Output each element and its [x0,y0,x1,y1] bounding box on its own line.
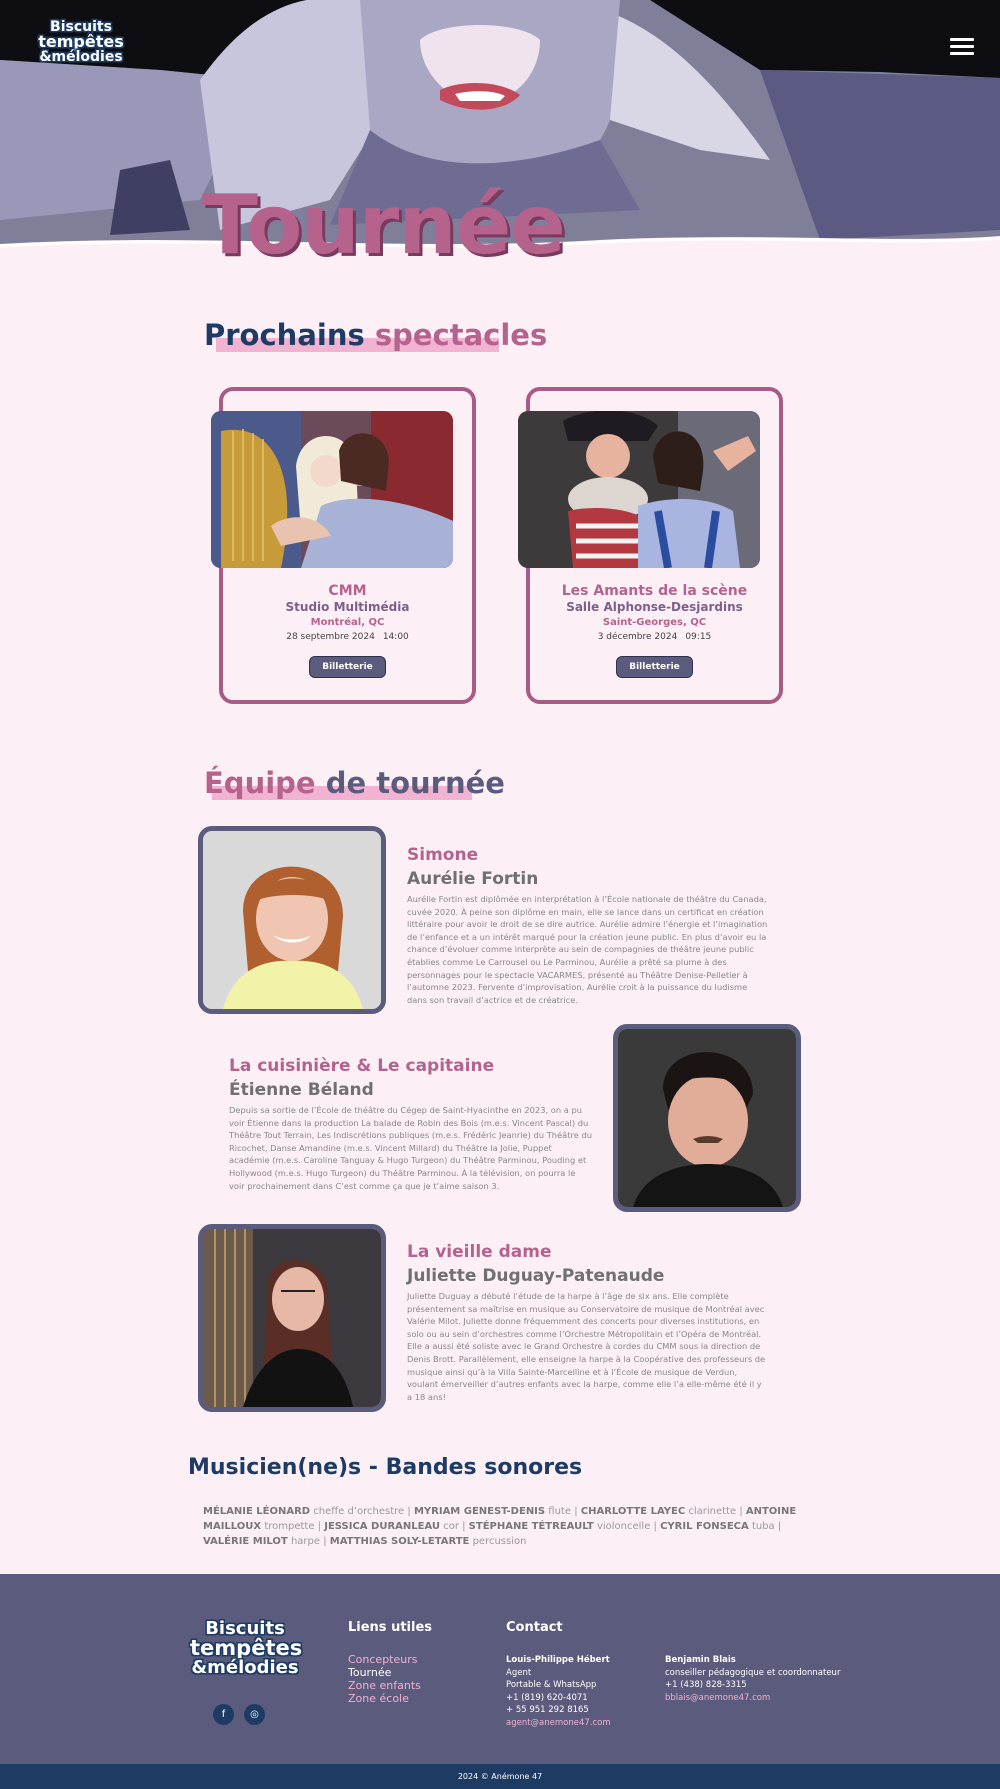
contact-phone: +1 (438) 828-3315 [665,1680,747,1690]
member-name: Étienne Béland [229,1080,374,1100]
show-city: Montréal, QC [310,617,385,628]
musician-instrument: cheffe d’orchestre [313,1506,405,1517]
show-info [223,583,472,678]
member-text [407,845,769,1006]
musician-instrument: harpe [290,1536,321,1547]
musician-instrument: percussion [472,1536,527,1547]
footer-link-concepteurs[interactable]: Concepteurs [348,1653,418,1666]
contact-phone: + 55 951 292 8165 [506,1705,589,1715]
musician-instrument: cor [443,1521,459,1532]
show-title: Les Amants de la scène [561,583,748,599]
upcoming-heading-part2: spectacles [374,318,548,352]
musician-instrument: tuba [751,1521,775,1532]
show-card [219,387,476,704]
page-title: Tournée [202,178,565,273]
musician-instrument: trompette [264,1521,315,1532]
member-text [407,1242,769,1403]
logo-line-3: &mélodies [39,49,123,65]
musicians-list: MÉLANIE LÉONARD cheffe d’orchestre | MYRIAM GENEST-DENIS flute | CHARLOTTE LAYEC clarinette | ANTOINE MAILLOUX trompette | JESSICA DURANLEAU cor | STÉPHANE TÉTREAULT violoncelle | CYRIL FONSECA tuba | VALÉRIE MILOT harpe | MATTHIAS SOLY-LETARTE percussion [203,1506,797,1547]
footer-link-zone-ecole[interactable]: Zone école [348,1692,409,1705]
member-name: Aurélie Fortin [407,869,539,889]
contact-block [506,1654,611,1729]
member-name: Juliette Duguay-Patenaude [407,1266,665,1286]
show-venue: Salle Alphonse-Desjardins [566,600,743,614]
contact-name: Benjamin Blais [665,1655,736,1665]
team-heading [204,766,505,800]
musician-instrument: violoncelle [596,1521,651,1532]
show-venue: Studio Multimédia [285,600,410,614]
musician-name: ANTOINE MAILLOUX [203,1506,797,1532]
member-photo [198,826,386,1014]
ticket-button[interactable]: Billetterie [616,656,693,678]
hamburger-icon[interactable] [950,38,974,56]
member-bio: Depuis sa sortie de l’École de théâtre du Cégep de Saint-Hyacinthe en 2023, on a pu voir Étienne dans la production La balade de Robin des Bois (m.e.s. Vincent Pascal) du Théâtre Tout Terrain, Les Indiscrétions publiques (m.e.s. Frédéric Jeanrie) du Théâtre du Ricochet, Danse Amandine (m.e.s. Vincent Millard) du Théâtre la Jolie, Puppet académie (m.e.s. Caroline Tanguay & Hugo Turgeon) du Théâtre Parminou, Pouding et Hollywood (m.e.s. Hugo Turgeon) du Théâtre Parminou. À la télévision, on pourra le voir prochainement dans C’est comme ça que je t’aime saison 3. [229,1105,592,1191]
upcoming-heading [204,318,547,352]
site-logo[interactable] [38,20,124,64]
facebook-icon[interactable]: f [213,1704,234,1725]
contact-phone: +1 (819) 620-4071 [506,1692,588,1703]
member-role: La vieille dame [407,1242,552,1262]
show-datetime [530,632,779,642]
contact-role: Agent [506,1667,532,1678]
show-datetime [223,632,472,642]
show-title: CMM [328,583,367,599]
musician-instrument: clarinette [688,1506,737,1517]
footer-link-tournee[interactable]: Tournée [348,1666,392,1679]
member-text [229,1056,593,1192]
musicians-heading: Musicien(ne)s - Bandes sonores [188,1455,583,1480]
footer-links [348,1653,421,1705]
contact-note: Portable & WhatsApp [506,1680,597,1690]
musician-name: JESSICA DURANLEAU [324,1521,441,1532]
logo-line-2: tempêtes [38,32,124,51]
musician-name: STÉPHANE TÉTREAULT [468,1521,594,1532]
member-bio: Aurélie Fortin est diplômée en interprétation à l’École nationale de théâtre du Canada, cuvée 2020. À peine son diplôme en main, elle se lance dans un certificat en création littéraire pour avoir le droit de se dire autrice. Aurélie admire l’énergie et l’imagination de l’enfance et a un intérêt marqué pour la création jeune public. En plus d’avoir eu la chance d’évoluer comme interprète au sein de compagnies de théâtre jeune public établies comme Le Carrousel ou Le Parminou, Aurélie a prêté sa plume à des personnages pour le spectacle VACARMES, présenté au Théâtre Denise-Pelletier à l’automne 2023. Fervente d’improvisation, Aurélie croit à la puissance du ludisme dans son travail d’actrice et de créatrice. [407,894,768,1005]
links-heading: Liens utiles [348,1620,433,1635]
contact-email[interactable]: agent@anemone47.com [506,1717,611,1728]
upcoming-heading-part1: Prochains [204,318,365,352]
show-time: 14:00 [382,632,409,642]
musician-name: MATTHIAS SOLY-LETARTE [329,1536,470,1547]
member-bio: Juliette Duguay a débuté l’étude de la harpe à l’âge de six ans. Elle complète présentement sa maîtrise en musique au Conservatoire de musique de Montréal avec Valérie Milot. Juliette donne fréquemment des concerts pour diverses institutions, en solo ou au sein d’orchestres comme l’Orchestre Métropolitain et l’Opéra de Montréal. Elle a aussi été soliste avec le Grand Orchestre à cordes du CMM sous la direction de Denis Brott. Parallèlement, elle enseigne la harpe à la Coopérative des professeurs de musique ainsi qu’à la Villa Sainte-Marcelline et à l’École de musique de Verdun, voulant émerveiller d’autres enfants avec la harpe, comme elle l’a elle-même été il y a 18 ans! [407,1291,766,1402]
show-card [526,387,783,704]
team-heading-part2: de tournée [325,766,505,800]
copyright: 2024 © Anémone 47 [0,1764,1000,1789]
show-info [530,583,779,678]
member-photo [613,1024,801,1212]
musician-name: CYRIL FONSECA [660,1521,749,1532]
show-photo [211,411,453,568]
musician-name: MYRIAM GENEST-DENIS [413,1506,546,1517]
contact-email[interactable]: bblais@anemone47.com [665,1692,771,1703]
musician-instrument: flute [548,1506,572,1517]
show-city: Saint-Georges, QC [602,617,707,628]
logo-line-2: tempêtes [190,1636,303,1660]
contact-role: conseiller pédagogique et coordonnateur [665,1667,841,1678]
member-role: La cuisinière & Le capitaine [229,1056,495,1076]
footer-link-zone-enfants[interactable]: Zone enfants [348,1679,421,1692]
logo-line-3: &mélodies [191,1657,299,1678]
show-date: 3 décembre 2024 [597,632,678,642]
footer-logo[interactable] [190,1618,303,1678]
show-time: 09:15 [685,632,712,642]
musician-name: CHARLOTTE LAYEC [580,1506,686,1517]
logo-line-1: Biscuits [205,1618,285,1639]
ticket-button[interactable]: Billetterie [309,656,386,678]
musician-name: MÉLANIE LÉONARD [203,1506,311,1517]
contact-name: Louis-Philippe Hébert [506,1655,610,1665]
logo-line-1: Biscuits [50,19,112,35]
show-photo [518,411,760,568]
contact-heading: Contact [506,1620,563,1635]
musician-name: VALÉRIE MILOT [203,1536,288,1547]
instagram-icon[interactable]: ◎ [244,1704,265,1725]
show-date: 28 septembre 2024 [286,632,375,642]
contact-block [665,1654,840,1704]
member-photo [198,1224,386,1412]
member-role: Simone [407,845,479,865]
team-heading-part1: Équipe [204,766,316,800]
footer [0,1574,1000,1764]
